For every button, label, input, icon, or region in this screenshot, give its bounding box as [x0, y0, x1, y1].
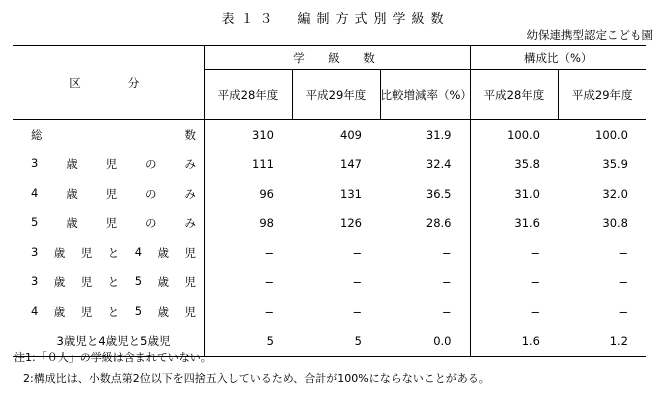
row-label-char: 4 — [31, 303, 39, 318]
table-cell: 28.6 — [425, 216, 452, 231]
table-cell: 32.4 — [425, 157, 452, 172]
note-1: 注1:「０人」の学級は含まれていない。 — [14, 351, 212, 364]
row-label-char: 歳 — [66, 157, 78, 172]
class-count-table — [13, 45, 646, 357]
table-cell: 1.6 — [470, 327, 558, 357]
table-row — [13, 179, 646, 209]
row-label-char: 児 — [184, 275, 196, 290]
row-label-char: の — [145, 157, 157, 172]
row-label-char: の — [145, 186, 157, 201]
table-cell: 147 — [340, 157, 362, 172]
row-label-char: 3 — [31, 274, 39, 289]
table-row — [13, 268, 646, 298]
category-header: 区 分 — [13, 46, 204, 120]
table-cell: − — [470, 297, 558, 327]
row-label-char: 5 — [134, 274, 143, 289]
table-cell: − — [618, 245, 628, 260]
row-label-char: 3 — [31, 244, 39, 259]
row-label — [13, 209, 204, 239]
row-label — [13, 179, 204, 209]
row-label-char: 歳 — [157, 245, 169, 260]
table-row — [13, 150, 646, 180]
row-label-char: み — [184, 216, 196, 231]
unit-label: 幼保連携型認定こども園 — [526, 28, 653, 42]
table-cell: − — [204, 297, 292, 327]
table-cell: 1.2 — [558, 327, 646, 357]
row-label-char: 児 — [80, 275, 93, 290]
table-cell: − — [352, 304, 362, 319]
table-cell: 31.6 — [470, 209, 558, 239]
row-label — [13, 238, 204, 268]
table-cell: 30.8 — [602, 216, 628, 231]
row-label-char: 児 — [105, 186, 118, 201]
class-count-group-header: 学 級 数 — [204, 46, 470, 70]
table-cell: 32.0 — [602, 186, 628, 201]
row-label-char: 歳 — [157, 275, 169, 290]
table-row — [13, 297, 646, 327]
row-label-char: 歳 — [66, 186, 78, 201]
table-row — [13, 238, 646, 268]
table-cell: 0.0 — [380, 327, 470, 357]
notes — [14, 347, 490, 389]
row-label-char: 4 — [31, 185, 39, 200]
table-cell: − — [204, 238, 292, 268]
row-label-char: 3歳児と4歳児と5歳児 — [56, 334, 171, 349]
table-cell: − — [204, 268, 292, 298]
row-label-char: 総 — [31, 127, 43, 142]
table-cell: 31.9 — [425, 127, 452, 142]
row-label-char: の — [145, 216, 157, 231]
row-label-char: と — [107, 304, 120, 319]
row-label-char: 3 — [31, 156, 39, 171]
table-cell: − — [352, 275, 362, 290]
row-label — [13, 150, 204, 180]
table-cell: 126 — [340, 216, 362, 231]
table-cell: 5 — [204, 327, 292, 357]
table-cell: 100.0 — [470, 120, 558, 150]
table-cell: 35.8 — [470, 150, 558, 180]
table-row — [13, 120, 646, 150]
table-cell: 111 — [204, 150, 292, 180]
table-cell: 36.5 — [425, 186, 452, 201]
row-label-char: 歳 — [53, 245, 66, 260]
row-label-char: 歳 — [53, 275, 66, 290]
table-cell: 98 — [204, 209, 292, 239]
table-cell: − — [352, 245, 362, 260]
table-cell: 310 — [204, 120, 292, 150]
table-cell: − — [618, 304, 628, 319]
table-cell: 96 — [204, 179, 292, 209]
table-cell: 5 — [292, 327, 380, 357]
table-cell: − — [470, 268, 558, 298]
row-label-char: 5 — [31, 215, 39, 230]
row-label-char: 児 — [105, 216, 118, 231]
row-label-char: 数 — [184, 127, 196, 142]
row-label — [13, 297, 204, 327]
row-label-char: 歳 — [53, 304, 66, 319]
table-cell: − — [441, 275, 452, 290]
note-2: 2:構成比は、小数点第2位以下を四捨五入しているため、合計が100%にならないことがある。 — [23, 372, 490, 385]
row-label-char: と — [107, 275, 120, 290]
row-label-char: 児 — [80, 245, 93, 260]
col-h28-count: 平成28年度 — [204, 70, 292, 120]
row-label-char: 歳 — [66, 216, 78, 231]
row-label-char: 4 — [134, 244, 143, 259]
row-label-char: 児 — [184, 304, 196, 319]
table-cell: 100.0 — [595, 127, 628, 142]
row-label-char: 児 — [80, 304, 93, 319]
row-label — [13, 268, 204, 298]
row-label-char: 児 — [105, 157, 118, 172]
row-label-char: 歳 — [157, 304, 169, 319]
table-cell: 131 — [340, 186, 362, 201]
row-label-char: 児 — [184, 245, 196, 260]
ratio-group-header: 構成比（%） — [470, 46, 646, 70]
row-label-char: と — [107, 245, 120, 260]
table-cell: 35.9 — [602, 157, 628, 172]
row-label-char: 5 — [134, 303, 143, 318]
table-row — [13, 209, 646, 239]
table-cell: − — [470, 238, 558, 268]
col-h28-ratio: 平成28年度 — [470, 70, 558, 120]
table-cell: − — [618, 275, 628, 290]
col-change-rate: 比較増減率（%） — [380, 70, 470, 120]
table-cell: 31.0 — [470, 179, 558, 209]
row-label-char: み — [184, 157, 196, 172]
row-label — [13, 120, 204, 150]
col-h29-count: 平成29年度 — [292, 70, 380, 120]
table-title: 表１３ 編制方式別学級数 — [221, 12, 450, 27]
row-label-char: み — [184, 186, 196, 201]
table-cell: 409 — [340, 127, 362, 142]
table-cell: − — [441, 304, 452, 319]
col-h29-ratio: 平成29年度 — [558, 70, 646, 120]
table-cell: − — [441, 245, 452, 260]
